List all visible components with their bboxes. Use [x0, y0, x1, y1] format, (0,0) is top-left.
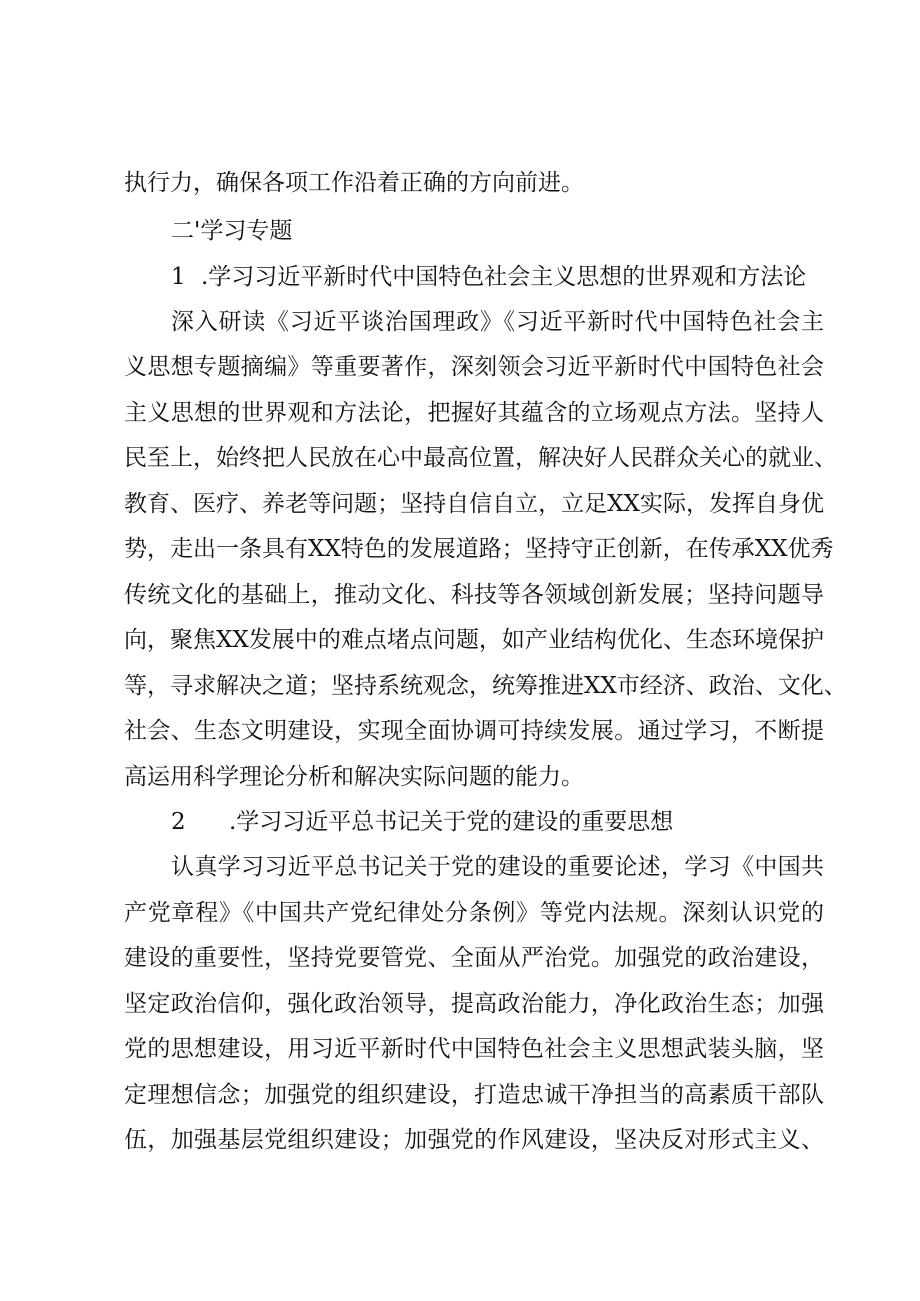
topic1-line: 深入研读《习近平谈治国理政》《习近平新时代中国特色社会主 [171, 309, 824, 335]
topic1-number: 1 [171, 264, 186, 290]
topic1-line: 向，聚焦XX发展中的难点堵点问题，如产业结构优化、生态环境保护 [124, 627, 824, 653]
section-heading: 二'学习专题 [171, 218, 293, 244]
topic2-line: 定理想信念；加强党的组织建设，打造忠诚干净担当的高素质干部队 [124, 1082, 824, 1108]
topic2-line: 认真学习习近平总书记关于党的建设的重要论述，学习《中国共 [171, 854, 824, 880]
topic1-line: 等，寻求解决之道；坚持系统观念，统筹推进XX市经济、政治、文化、 [124, 673, 847, 699]
topic1-title: .学习习近平新时代中国特色社会主义思想的世界观和方法论 [201, 264, 807, 290]
topic2-line: 产党章程》《中国共产党纪律处分条例》等党内法规。深刻认识党的 [124, 900, 824, 926]
topic1-line: 高运用科学理论分析和解决实际问题的能力。 [124, 764, 584, 790]
topic1-line: 教育、医疗、养老等问题；坚持自信自立，立足XX实际，发挥自身优 [124, 491, 824, 517]
topic1-line: 传统文化的基础上，推动文化、科技等各领域创新发展；坚持问题导 [124, 582, 824, 608]
topic1-line: 势，走出一条具有XX特色的发展道路；坚持守正创新，在传承XX优秀 [124, 536, 834, 562]
topic1-line: 义思想专题摘编》等重要著作，深刻领会习近平新时代中国特色社会 [124, 354, 824, 380]
topic2-line: 党的思想建设，用习近平新时代中国特色社会主义思想武装头脑，坚 [124, 1036, 824, 1062]
topic1-heading [171, 262, 806, 292]
topic2-line: 坚定政治信仰，强化政治领导，提高政治能力，净化政治生态；加强 [124, 991, 824, 1017]
topic2-line: 伍，加强基层党组织建设；加强党的作风建设，坚决反对形式主义、 [124, 1127, 824, 1153]
topic2-line: 建设的重要性，坚持党要管党、全面从严治党。加强党的政治建设， [124, 945, 824, 971]
topic2-number: 2 [171, 809, 186, 835]
topic1-line: 民至上，始终把人民放在心中最高位置，解决好人民群众关心的就业、 [124, 445, 837, 471]
topic2-heading [171, 807, 673, 837]
topic2-title: .学习习近平总书记关于党的建设的重要思想 [229, 809, 674, 835]
topic1-line: 社会、生态文明建设，实现全面协调可持续发展。通过学习，不断提 [124, 718, 824, 744]
topic1-line: 主义思想的世界观和方法论，把握好其蕴含的立场观点方法。坚持人 [124, 400, 824, 426]
intro-tail-line: 执行力，确保各项工作沿着正确的方向前进。 [124, 170, 584, 196]
